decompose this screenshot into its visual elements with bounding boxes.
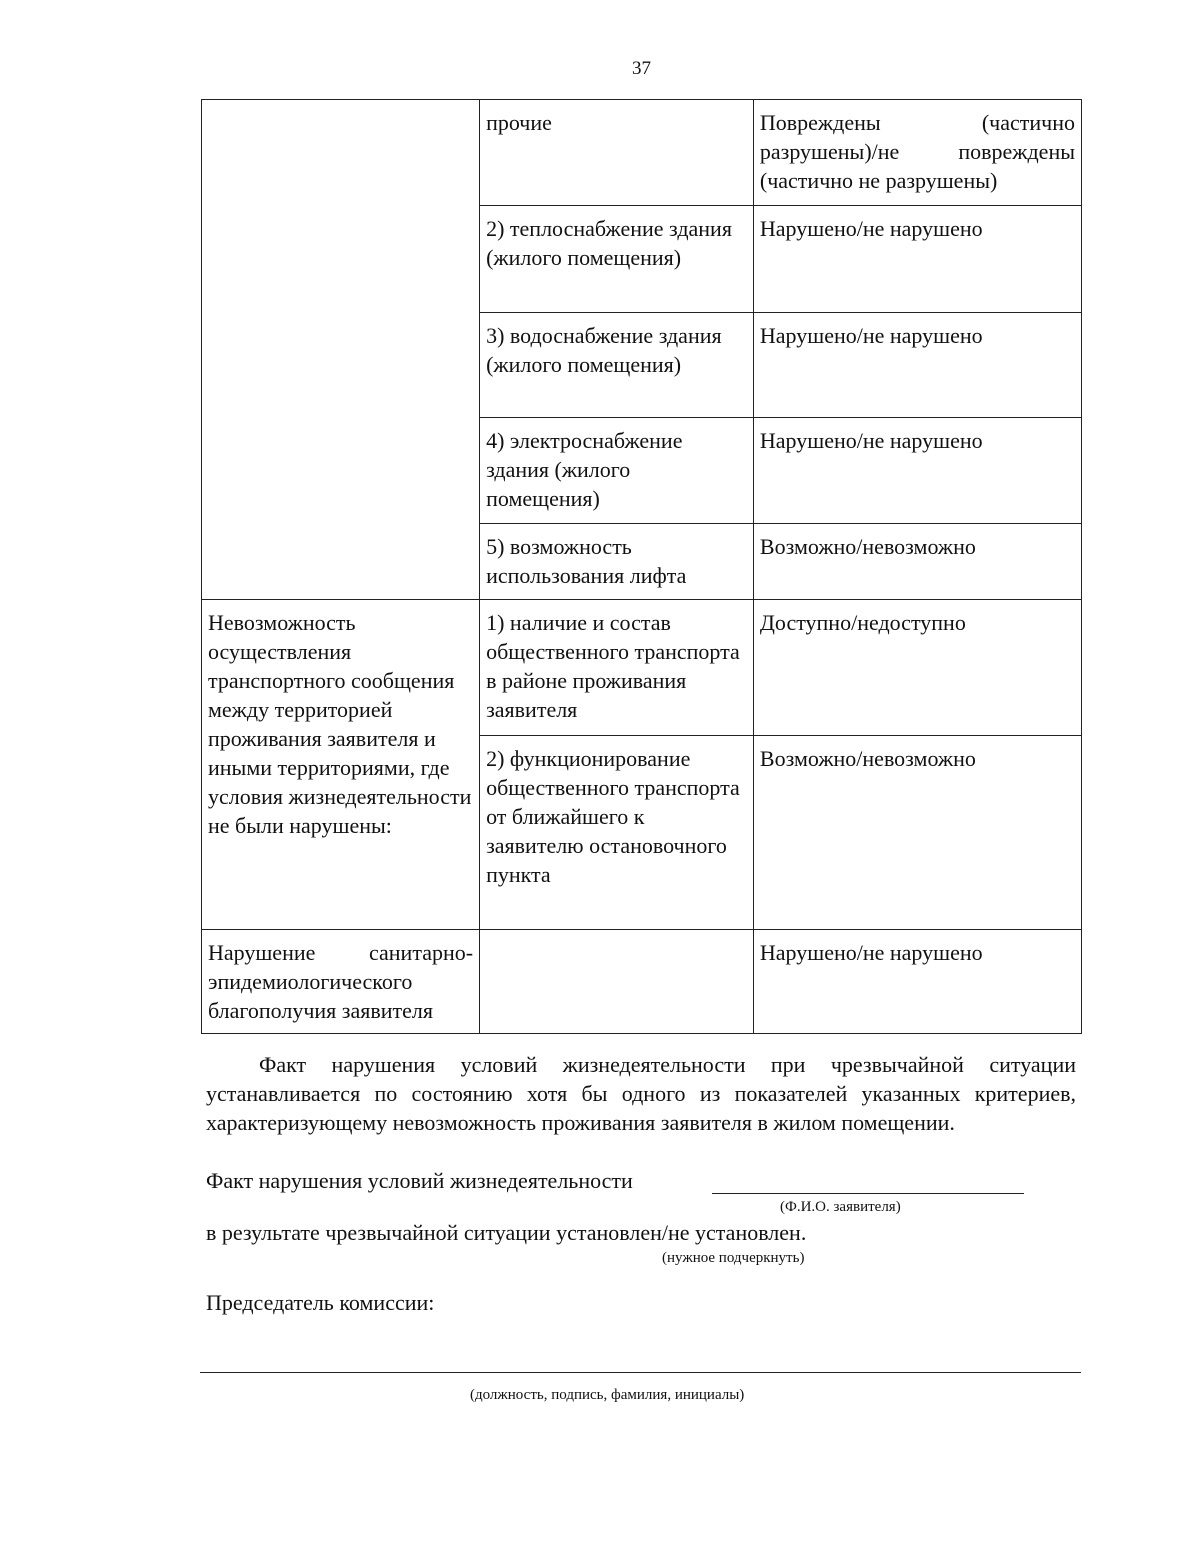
fact-line: Факт нарушения условий жизнедеятельности [206,1168,633,1193]
table-cell-value: Нарушено/не нарушено [753,418,1081,524]
signature-line [200,1372,1081,1373]
table-cell-indicator: 2) функционирование общественного транспорта от ближайшего к заявителю остановочного пункта [480,736,754,930]
table-row [202,100,1082,206]
table-cell-value: Повреждены (частично разрушены)/не повреждены (частично не разрушены) [753,100,1081,206]
page-number: 37 [632,58,651,79]
table-cell-indicator: 4) электроснабжение здания (жилого помещения) [480,418,754,524]
fio-blank-line [712,1193,1024,1194]
criteria-table [201,99,1082,1034]
table-cell-value: Доступно/недоступно [753,600,1081,736]
table-cell-value: Нарушено/не нарушено [753,206,1081,313]
table-cell-indicator: 3) водоснабжение здания (жилого помещения) [480,313,754,418]
signature-caption: (должность, подпись, фамилия, инициалы) [470,1387,745,1403]
table-cell-empty [202,100,480,600]
table-cell-indicator: 1) наличие и состав общественного транспорта в районе проживания заявителя [480,600,754,736]
table-cell-criterion: Невозможность осуществления транспортного сообщения между территорией проживания заявителя и иными территориями, где условия жизнедеятельности не были нарушены: [202,600,480,930]
table-cell-indicator: 5) возможность использования лифта [480,524,754,600]
table-cell-indicator: 2) теплоснабжение здания (жилого помещения) [480,206,754,313]
table-row [202,930,1082,1034]
table-cell-indicator [480,930,754,1034]
table-cell-value: Нарушено/не нарушено [753,930,1081,1034]
chairman-label: Председатель комиссии: [206,1290,435,1315]
table-cell-indicator: прочие [480,100,754,206]
table-cell-value: Возможно/невозможно [753,736,1081,930]
body-paragraph: Факт нарушения условий жизнедеятельности при чрезвычайной ситуации устанавливается по состоянию хотя бы одного из показателей указанных критериев, характеризующему невозможность проживания заявителя в жилом помещении. [206,1052,1076,1135]
table-row [202,600,1082,736]
table-cell-value: Возможно/невозможно [753,524,1081,600]
table-cell-criterion: Нарушение санитарно-эпидемиологического благополучия заявителя [202,930,480,1034]
underline-caption: (нужное подчеркнуть) [662,1250,805,1266]
table-cell-value: Нарушено/не нарушено [753,313,1081,418]
fio-caption: (Ф.И.О. заявителя) [780,1199,901,1215]
result-line: в результате чрезвычайной ситуации установлен/не установлен. [206,1220,807,1245]
